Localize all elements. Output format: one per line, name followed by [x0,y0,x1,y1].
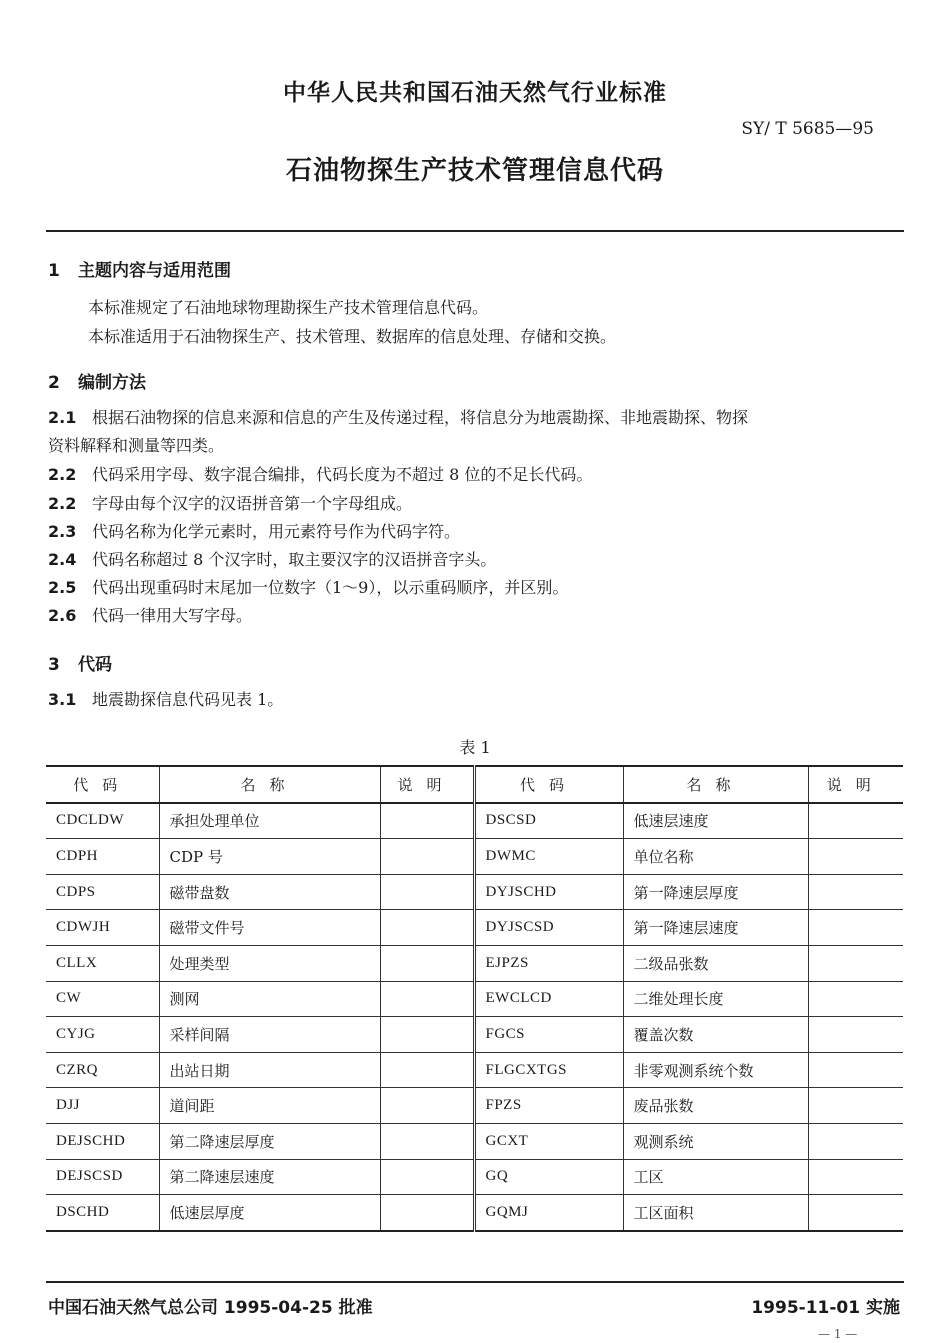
code-cell: CZRQ [46,1052,159,1088]
code-cell: DJJ [46,1088,159,1124]
clause-text: 代码一律用大写字母。 [92,606,253,625]
section-2-heading [48,368,146,393]
document-title: 石油物探生产技术管理信息代码 [285,156,664,186]
remark-cell [808,945,903,981]
clause-item [48,461,904,489]
code-cell: GCXT [474,1123,623,1159]
code-cell: CLLX [46,945,159,981]
clause-text: 代码采用字母、数字混合编排，代码长度为不超过 8 位的不足长代码。 [92,465,593,484]
name-cell: 二维处理长度 [623,981,808,1017]
remark-cell [808,910,903,946]
remark-cell [380,910,474,946]
table-row [46,803,903,839]
clause-text: 字母由每个汉字的汉语拼音第一个字母组成。 [92,494,413,513]
table-row [46,945,903,981]
column-header: 名称 [623,766,808,803]
remark-cell [808,1052,903,1088]
remark-cell [380,945,474,981]
remark-cell [380,1159,474,1195]
table-row [46,839,903,875]
remark-cell [808,1195,903,1231]
column-header: 说明 [380,766,474,803]
code-cell: DYJSCSD [474,910,623,946]
clause-item [48,686,904,714]
remark-cell [380,1088,474,1124]
clause-number: 2.1 [48,408,77,427]
clause-number: 2.6 [48,606,77,625]
standard-code: SY/ T 5685—95 [741,119,874,139]
remark-cell [808,1088,903,1124]
column-header: 名称 [159,766,380,803]
remark-cell [380,839,474,875]
remark-cell [808,803,903,839]
remark-cell [380,1123,474,1159]
clause-text: 代码名称超过 8 个汉字时，取主要汉字的汉语拼音字头。 [92,550,497,569]
table-row [46,1123,903,1159]
section-number: 2 [48,373,60,393]
table-row [46,910,903,946]
table-row [46,1195,903,1231]
name-cell: 道间距 [159,1088,380,1124]
clause-text: 代码出现重码时末尾加一位数字（1～9），以示重码顺序，并区别。 [92,578,569,597]
remark-cell [808,1159,903,1195]
table-caption: 表 1 [459,738,491,757]
name-cell: 磁带文件号 [159,910,380,946]
code-cell: DSCSD [474,803,623,839]
remark-cell [380,874,474,910]
industry-standard-heading: 中华人民共和国石油天然气行业标准 [283,80,667,106]
section-1-heading [48,256,231,281]
code-cell: FLGCXTGS [474,1052,623,1088]
code-cell: CYJG [46,1017,159,1053]
name-cell: 观测系统 [623,1123,808,1159]
remark-cell [380,803,474,839]
name-cell: 工区 [623,1159,808,1195]
section-number: 1 [48,261,60,281]
clause-number: 2.2 [48,465,77,484]
name-cell: 覆盖次数 [623,1017,808,1053]
name-cell: CDP 号 [159,839,380,875]
code-cell: GQMJ [474,1195,623,1231]
code-cell: CDPH [46,839,159,875]
section-title: 主题内容与适用范围 [78,261,231,281]
code-cell: DSCHD [46,1195,159,1231]
paragraph: 本标准适用于石油物探生产、技术管理、数据库的信息处理、存储和交换。 [88,327,617,346]
code-cell: FPZS [474,1088,623,1124]
table-row [46,1052,903,1088]
column-header: 代码 [474,766,623,803]
name-cell: 第一降速层速度 [623,910,808,946]
clause-text: 地震勘探信息代码见表 1。 [92,690,284,709]
name-cell: 单位名称 [623,839,808,875]
effective-date-line: 1995-11-01 实施 [751,1298,900,1318]
code-cell: CW [46,981,159,1017]
name-cell: 出站日期 [159,1052,380,1088]
clause-item [48,602,904,630]
remark-cell [808,839,903,875]
bottom-rule [46,1281,904,1283]
name-cell: 第二降速层厚度 [159,1123,380,1159]
code-cell: EWCLCD [474,981,623,1017]
table-row [46,1017,903,1053]
name-cell: 工区面积 [623,1195,808,1231]
name-cell: 非零观测系统个数 [623,1052,808,1088]
code-cell: CDCLDW [46,803,159,839]
name-cell: 处理类型 [159,945,380,981]
table-row [46,874,903,910]
name-cell: 低速层厚度 [159,1195,380,1231]
table-row [46,1088,903,1124]
code-cell: EJPZS [474,945,623,981]
code-cell: CDPS [46,874,159,910]
name-cell: 废品张数 [623,1088,808,1124]
table-header-row [46,766,903,803]
code-cell: DEJSCHD [46,1123,159,1159]
table-row [46,1159,903,1195]
name-cell: 测网 [159,981,380,1017]
section-3-heading [48,650,112,675]
clause-item [48,518,904,546]
clause-number: 2.4 [48,550,77,569]
clause-item [48,490,904,518]
remark-cell [380,981,474,1017]
name-cell: 二级品张数 [623,945,808,981]
name-cell: 采样间隔 [159,1017,380,1053]
clause-number: 2.2 [48,494,77,513]
name-cell: 第二降速层速度 [159,1159,380,1195]
column-header: 代码 [46,766,159,803]
code-cell: CDWJH [46,910,159,946]
name-cell: 低速层速度 [623,803,808,839]
name-cell: 承担处理单位 [159,803,380,839]
code-cell: GQ [474,1159,623,1195]
remark-cell [808,1123,903,1159]
code-table [46,765,903,1232]
clause-item [48,574,904,602]
clause-text: 代码名称为化学元素时，用元素符号作为代码字符。 [92,522,461,541]
clause-continuation: 资料解释和测量等四类。 [48,436,225,455]
remark-cell [380,1052,474,1088]
clause-number: 3.1 [48,690,77,709]
remark-cell [380,1017,474,1053]
table-row [46,981,903,1017]
remark-cell [808,981,903,1017]
remark-cell [808,874,903,910]
section-title: 代码 [78,655,112,675]
clause-text: 根据石油物探的信息来源和信息的产生及传递过程，将信息分为地震勘探、非地震勘探、物探 [92,408,749,427]
remark-cell [380,1195,474,1231]
section-title: 编制方法 [78,373,146,393]
name-cell: 第一降速层厚度 [623,874,808,910]
remark-cell [808,1017,903,1053]
code-cell: DWMC [474,839,623,875]
code-cell: FGCS [474,1017,623,1053]
clause-number: 2.5 [48,578,77,597]
table-body [46,803,903,1231]
page-number: — 1 — [818,1327,858,1341]
name-cell: 磁带盘数 [159,874,380,910]
column-header: 说明 [808,766,903,803]
clause-item [48,404,904,432]
top-rule [46,230,904,232]
section-number: 3 [48,655,60,675]
paragraph: 本标准规定了石油地球物理勘探生产技术管理信息代码。 [88,298,489,317]
approval-line: 中国石油天然气总公司 1995-04-25 批准 [48,1298,373,1318]
code-cell: DEJSCSD [46,1159,159,1195]
clause-item [48,546,904,574]
clause-number: 2.3 [48,522,77,541]
code-cell: DYJSCHD [474,874,623,910]
